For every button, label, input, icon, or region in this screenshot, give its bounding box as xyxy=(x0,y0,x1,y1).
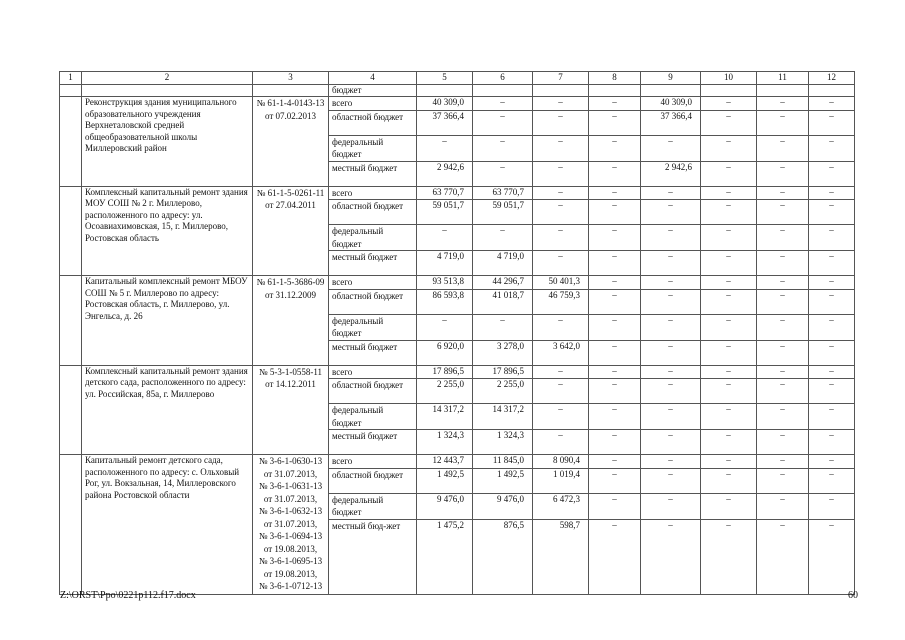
amount-cell: – xyxy=(473,135,533,161)
amount-cell: – xyxy=(701,365,757,379)
col-number: 5 xyxy=(417,72,473,85)
amount-cell: – xyxy=(641,404,701,430)
funding-source: областной бюджет xyxy=(329,379,417,404)
amount-cell: – xyxy=(473,161,533,186)
column-number-row xyxy=(60,72,855,85)
amount-cell: – xyxy=(533,365,589,379)
document-line: № 3-6-1-0712-13 xyxy=(258,581,323,591)
amount-cell: – xyxy=(757,314,809,340)
amount-cell: – xyxy=(641,340,701,365)
empty-cell xyxy=(60,365,82,455)
amount-cell: – xyxy=(809,110,855,135)
amount-cell: – xyxy=(641,251,701,276)
amount-cell: – xyxy=(589,519,641,594)
amount-cell: – xyxy=(757,97,809,111)
amount-cell: 63 770,7 xyxy=(473,186,533,200)
amount-cell: – xyxy=(701,314,757,340)
amount-cell: – xyxy=(809,135,855,161)
document-line: от 31.07.2013, xyxy=(263,468,318,479)
amount-cell: – xyxy=(641,379,701,404)
amount-cell: – xyxy=(533,135,589,161)
amount-cell: 2 942,6 xyxy=(417,161,473,186)
amount-cell: – xyxy=(701,225,757,251)
amount-cell: 1 492,5 xyxy=(473,468,533,493)
object-name: Капитальный ремонт детского сада, расположенного по адресу: с. Ольховый Рог, ул. Вокзальная, 14, Миллеровского района Ростовской области xyxy=(82,455,253,595)
amount-cell: – xyxy=(473,225,533,251)
amount-cell: – xyxy=(809,251,855,276)
amount-cell: – xyxy=(757,455,809,469)
col-number: 3 xyxy=(253,72,329,85)
empty-cell xyxy=(60,455,82,595)
amount-cell: – xyxy=(641,455,701,469)
col-number: 4 xyxy=(329,72,417,85)
amount-cell: – xyxy=(589,379,641,404)
amount-cell: – xyxy=(701,468,757,493)
col-number: 8 xyxy=(589,72,641,85)
funding-source: областной бюджет xyxy=(329,468,417,493)
amount-cell: – xyxy=(533,200,589,225)
amount-cell: – xyxy=(757,493,809,519)
document-line: от 19.08.2013, xyxy=(263,543,318,554)
amount-cell: – xyxy=(589,493,641,519)
amount-cell: – xyxy=(701,493,757,519)
amount-cell: – xyxy=(589,365,641,379)
funding-source: местный бюджет xyxy=(329,251,417,276)
amount-cell: – xyxy=(589,186,641,200)
amount-cell: – xyxy=(589,314,641,340)
amount-cell: – xyxy=(589,251,641,276)
amount-cell: 1 475,2 xyxy=(417,519,473,594)
document-number: № 61-1-5-0261-11 от 27.04.2011 xyxy=(253,186,329,276)
funding-source: областной бюджет xyxy=(329,110,417,135)
document-number: № 61-1-4-0143-13 от 07.02.2013 xyxy=(253,97,329,187)
amount-cell: 37 366,4 xyxy=(417,110,473,135)
amount-cell: – xyxy=(533,430,589,455)
funding-source: областной бюджет xyxy=(329,200,417,225)
table-row xyxy=(60,97,855,111)
amount-cell: 46 759,3 xyxy=(533,289,589,314)
amount-cell: – xyxy=(809,379,855,404)
amount-cell: – xyxy=(757,200,809,225)
amount-cell: 9 476,0 xyxy=(417,493,473,519)
funding-source: федеральный бюджет xyxy=(329,314,417,340)
funding-source: местный бюд-жет xyxy=(329,519,417,594)
amount-cell: 17 896,5 xyxy=(417,365,473,379)
amount-cell: – xyxy=(533,379,589,404)
funding-source: всего xyxy=(329,97,417,111)
amount-cell: 93 513,8 xyxy=(417,276,473,290)
amount-cell: 40 309,0 xyxy=(417,97,473,111)
amount-cell: – xyxy=(589,110,641,135)
amount-cell: – xyxy=(417,314,473,340)
funding-source: местный бюджет xyxy=(329,340,417,365)
amount-cell: – xyxy=(589,225,641,251)
amount-cell: – xyxy=(533,404,589,430)
amount-cell: 2 255,0 xyxy=(417,379,473,404)
continuation-row xyxy=(60,84,855,97)
funding-source: федеральный бюджет xyxy=(329,225,417,251)
amount-cell: – xyxy=(809,225,855,251)
amount-cell: – xyxy=(757,340,809,365)
funding-source: всего xyxy=(329,365,417,379)
amount-cell: – xyxy=(701,340,757,365)
amount-cell: – xyxy=(757,430,809,455)
amount-cell: – xyxy=(809,314,855,340)
table-row xyxy=(60,455,855,469)
amount-cell: – xyxy=(533,251,589,276)
document-line: № 3-6-1-0694-13 xyxy=(258,531,323,541)
amount-cell: 876,5 xyxy=(473,519,533,594)
amount-cell: – xyxy=(641,200,701,225)
document-line: от 31.07.2013, xyxy=(263,518,318,529)
amount-cell: – xyxy=(701,161,757,186)
amount-cell: – xyxy=(641,468,701,493)
budget-table xyxy=(59,71,855,595)
table-row xyxy=(60,365,855,379)
empty-cell xyxy=(60,97,82,187)
footer-page-number: 60 xyxy=(848,590,858,601)
document-line: № 3-6-1-0695-13 xyxy=(258,556,323,566)
footer-file-path: Z:\ORST\Ppo\0221p112.f17.docx xyxy=(60,590,196,601)
document-line: № 3-6-1-0632-13 xyxy=(258,506,323,516)
funding-source: федеральный бюджет xyxy=(329,404,417,430)
empty-cell xyxy=(60,186,82,276)
amount-cell: – xyxy=(589,468,641,493)
document-line: от 19.08.2013, xyxy=(263,568,318,579)
amount-cell: – xyxy=(701,135,757,161)
amount-cell: – xyxy=(589,135,641,161)
amount-cell: 40 309,0 xyxy=(641,97,701,111)
amount-cell: – xyxy=(757,468,809,493)
amount-cell: – xyxy=(641,289,701,314)
amount-cell: – xyxy=(757,251,809,276)
amount-cell: – xyxy=(757,161,809,186)
funding-source: всего xyxy=(329,276,417,290)
amount-cell: – xyxy=(809,276,855,290)
amount-cell: 9 476,0 xyxy=(473,493,533,519)
amount-cell: 12 443,7 xyxy=(417,455,473,469)
amount-cell: 86 593,8 xyxy=(417,289,473,314)
col-number: 2 xyxy=(82,72,253,85)
amount-cell: – xyxy=(809,161,855,186)
amount-cell: – xyxy=(641,225,701,251)
funding-source: федеральный бюджет xyxy=(329,135,417,161)
amount-cell: – xyxy=(589,340,641,365)
amount-cell: – xyxy=(701,200,757,225)
col-number: 10 xyxy=(701,72,757,85)
document-number: № 61-1-5-3686-09 от 31.12.2009 xyxy=(253,276,329,366)
amount-cell: – xyxy=(533,186,589,200)
amount-cell: – xyxy=(533,314,589,340)
amount-cell: – xyxy=(641,276,701,290)
amount-cell: 63 770,7 xyxy=(417,186,473,200)
amount-cell: 1 492,5 xyxy=(417,468,473,493)
amount-cell: – xyxy=(757,135,809,161)
amount-cell: 37 366,4 xyxy=(641,110,701,135)
funding-source: местный бюджет xyxy=(329,430,417,455)
amount-cell: – xyxy=(641,186,701,200)
amount-cell: – xyxy=(701,276,757,290)
amount-cell: – xyxy=(757,110,809,135)
amount-cell: – xyxy=(809,404,855,430)
amount-cell: – xyxy=(641,493,701,519)
amount-cell: – xyxy=(701,379,757,404)
amount-cell: – xyxy=(809,186,855,200)
amount-cell: – xyxy=(757,289,809,314)
amount-cell: 8 090,4 xyxy=(533,455,589,469)
amount-cell: 59 051,7 xyxy=(417,200,473,225)
amount-cell: – xyxy=(757,365,809,379)
amount-cell: 6 920,0 xyxy=(417,340,473,365)
amount-cell: – xyxy=(701,97,757,111)
amount-cell: 50 401,3 xyxy=(533,276,589,290)
amount-cell: 4 719,0 xyxy=(417,251,473,276)
col-number: 12 xyxy=(809,72,855,85)
col-number: 7 xyxy=(533,72,589,85)
amount-cell: – xyxy=(641,430,701,455)
col-number: 1 xyxy=(60,72,82,85)
amount-cell: – xyxy=(641,365,701,379)
amount-cell: 1 019,4 xyxy=(533,468,589,493)
amount-cell: – xyxy=(589,97,641,111)
amount-cell: – xyxy=(757,276,809,290)
amount-cell: – xyxy=(533,110,589,135)
amount-cell: – xyxy=(589,455,641,469)
amount-cell: – xyxy=(809,430,855,455)
amount-cell: – xyxy=(809,340,855,365)
table-row xyxy=(60,276,855,290)
amount-cell: – xyxy=(589,289,641,314)
amount-cell: 59 051,7 xyxy=(473,200,533,225)
amount-cell: 14 317,2 xyxy=(473,404,533,430)
amount-cell: 1 324,3 xyxy=(417,430,473,455)
amount-cell: – xyxy=(757,186,809,200)
object-name: Комплексный капитальный ремонт здания МОУ СОШ № 2 г. Миллерово, расположенного по адресу: ул. Осоавиахимовская, 15, г. Миллерово, Ростовская область xyxy=(82,186,253,276)
document-number xyxy=(253,455,329,595)
amount-cell: – xyxy=(533,97,589,111)
col-number: 6 xyxy=(473,72,533,85)
document-number: № 5-3-1-0558-11 от 14.12.2011 xyxy=(253,365,329,455)
amount-cell: – xyxy=(589,161,641,186)
amount-cell: – xyxy=(809,200,855,225)
amount-cell: – xyxy=(809,493,855,519)
amount-cell: – xyxy=(757,225,809,251)
amount-cell: 14 317,2 xyxy=(417,404,473,430)
amount-cell: – xyxy=(417,225,473,251)
amount-cell: – xyxy=(589,200,641,225)
amount-cell: – xyxy=(757,379,809,404)
amount-cell: – xyxy=(701,455,757,469)
amount-cell: 3 278,0 xyxy=(473,340,533,365)
amount-cell: – xyxy=(533,225,589,251)
amount-cell: – xyxy=(809,365,855,379)
object-name: Капитальный комплексный ремонт МБОУ СОШ № 5 г. Миллерово по адресу: Ростовская область, г. Миллерово, ул. Энгельса, д. 26 xyxy=(82,276,253,366)
amount-cell: – xyxy=(701,519,757,594)
amount-cell: – xyxy=(757,404,809,430)
empty-cell xyxy=(60,276,82,366)
amount-cell: 1 324,3 xyxy=(473,430,533,455)
amount-cell: – xyxy=(641,314,701,340)
amount-cell: – xyxy=(589,276,641,290)
document-line: № 3-6-1-0631-13 xyxy=(258,481,323,491)
amount-cell: – xyxy=(701,430,757,455)
amount-cell: 3 642,0 xyxy=(533,340,589,365)
amount-cell: – xyxy=(589,430,641,455)
amount-cell: – xyxy=(533,161,589,186)
amount-cell: – xyxy=(701,404,757,430)
amount-cell: – xyxy=(641,519,701,594)
amount-cell: 17 896,5 xyxy=(473,365,533,379)
amount-cell: – xyxy=(809,468,855,493)
amount-cell: – xyxy=(473,314,533,340)
continuation-label: бюджет xyxy=(329,84,417,97)
document-line: № 3-6-1-0630-13 xyxy=(258,456,323,466)
funding-source: всего xyxy=(329,186,417,200)
amount-cell: – xyxy=(701,289,757,314)
amount-cell: 2 942,6 xyxy=(641,161,701,186)
amount-cell: – xyxy=(473,97,533,111)
object-name: Комплексный капитальный ремонт здания детского сада, расположенного по адресу: ул. Российская, 85а, г. Миллерово xyxy=(82,365,253,455)
amount-cell: – xyxy=(809,289,855,314)
amount-cell: – xyxy=(701,251,757,276)
amount-cell: 2 255,0 xyxy=(473,379,533,404)
funding-source: областной бюджет xyxy=(329,289,417,314)
funding-source: федеральный бюджет xyxy=(329,493,417,519)
amount-cell: 41 018,7 xyxy=(473,289,533,314)
amount-cell: 598,7 xyxy=(533,519,589,594)
amount-cell: 4 719,0 xyxy=(473,251,533,276)
amount-cell: – xyxy=(701,186,757,200)
funding-source: всего xyxy=(329,455,417,469)
amount-cell: – xyxy=(473,110,533,135)
funding-source: местный бюджет xyxy=(329,161,417,186)
amount-cell: – xyxy=(809,455,855,469)
col-number: 9 xyxy=(641,72,701,85)
document-line: от 31.07.2013, xyxy=(263,493,318,504)
amount-cell: – xyxy=(417,135,473,161)
amount-cell: 44 296,7 xyxy=(473,276,533,290)
amount-cell: – xyxy=(701,110,757,135)
amount-cell: – xyxy=(757,519,809,594)
amount-cell: 6 472,3 xyxy=(533,493,589,519)
amount-cell: – xyxy=(809,519,855,594)
amount-cell: 11 845,0 xyxy=(473,455,533,469)
col-number: 11 xyxy=(757,72,809,85)
object-name: Реконструкция здания муниципального образовательного учреждения Верхнеталовской средней общеобразовательной школы Миллеровский район xyxy=(82,97,253,187)
amount-cell: – xyxy=(641,135,701,161)
amount-cell: – xyxy=(589,404,641,430)
amount-cell: – xyxy=(809,97,855,111)
table-row xyxy=(60,186,855,200)
